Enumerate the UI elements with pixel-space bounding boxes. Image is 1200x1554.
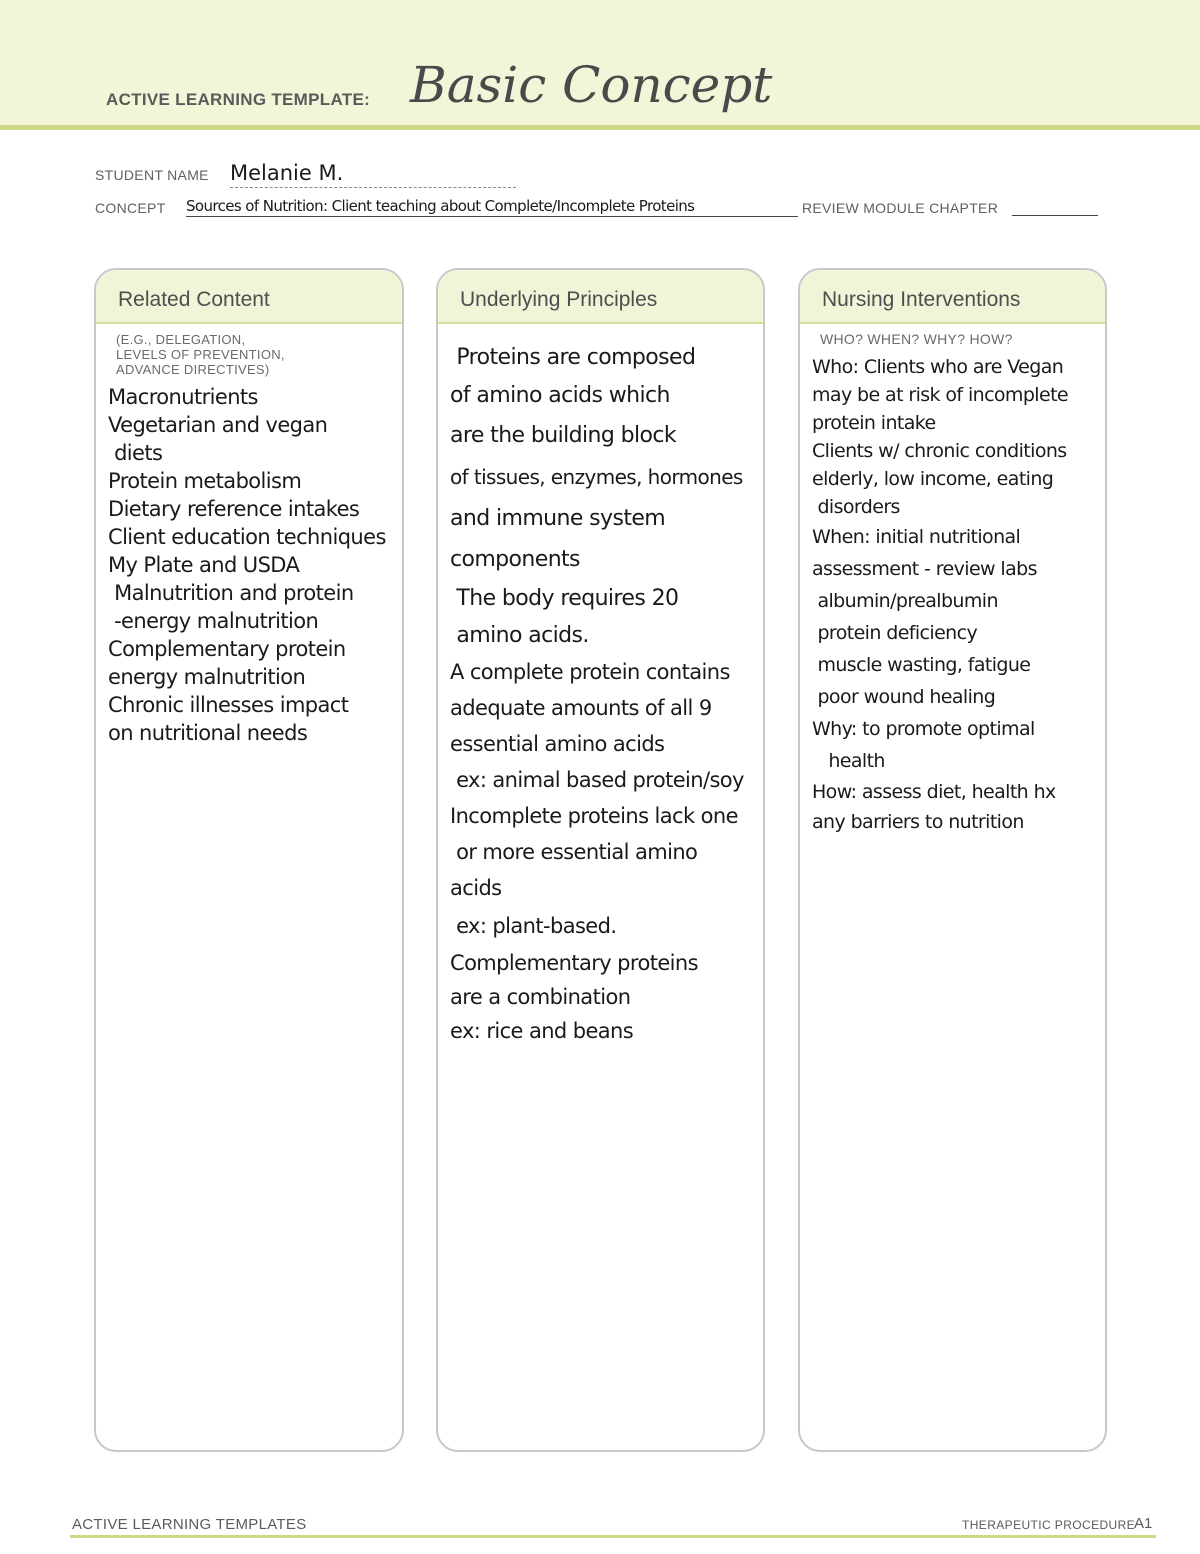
handwritten-line: A complete protein contains [450, 660, 730, 684]
handwritten-line: energy malnutrition [108, 665, 306, 689]
handwritten-line: diets [108, 441, 163, 465]
handwritten-line: of amino acids which [450, 383, 670, 408]
student-name-value[interactable]: Melanie M. [230, 161, 516, 188]
nursing-interventions-header [800, 270, 1105, 324]
concept-value[interactable]: Sources of Nutrition: Client teaching about Complete/Incomplete Proteins [186, 197, 798, 217]
related-content-panel [94, 268, 404, 1452]
footer-page-code: A1 [1134, 1515, 1153, 1532]
handwritten-line: ex: rice and beans [450, 1019, 634, 1043]
handwritten-line: -energy malnutrition [108, 609, 319, 633]
underlying-principles-header [438, 270, 763, 324]
handwritten-line: Dietary reference intakes [108, 497, 360, 521]
handwritten-line: ex: animal based protein/soy [450, 768, 744, 792]
footer-rule [70, 1535, 1156, 1538]
header-rule [0, 125, 1200, 130]
handwritten-line: adequate amounts of all 9 [450, 696, 712, 720]
handwritten-line: elderly, low income, eating [812, 468, 1054, 490]
handwritten-line: How: assess diet, health hx [812, 781, 1056, 803]
handwritten-line: The body requires 20 [450, 586, 679, 611]
handwritten-line: essential amino acids [450, 732, 665, 756]
handwritten-line: poor wound healing [812, 686, 996, 708]
handwritten-line: health [812, 750, 885, 772]
handwritten-line: Clients w/ chronic conditions [812, 440, 1067, 462]
related-content-subtitle: ADVANCE DIRECTIVES) [116, 362, 270, 377]
nursing-interventions-subtitle: WHO? WHEN? WHY? HOW? [820, 331, 1013, 347]
review-module-label: REVIEW MODULE CHAPTER [802, 200, 999, 216]
handwritten-line: or more essential amino acids [450, 840, 704, 900]
handwritten-line: protein deficiency [812, 622, 978, 644]
handwritten-line: are a combination [450, 985, 631, 1009]
nursing-interventions-panel [798, 268, 1107, 1452]
related-content-title: Related Content [118, 288, 270, 311]
handwritten-line: are the building block [450, 423, 676, 448]
handwritten-line: assessment - review labs [812, 558, 1037, 580]
related-content-subtitle: (E.G., DELEGATION, [116, 332, 246, 347]
handwritten-line: Complementary proteins [450, 951, 698, 975]
handwritten-line: components [450, 547, 580, 572]
handwritten-line: any barriers to nutrition [812, 811, 1024, 833]
handwritten-line: and immune system [450, 506, 666, 531]
handwritten-line: Malnutrition and protein [108, 581, 354, 605]
footer-category: THERAPEUTIC PROCEDURE [962, 1518, 1136, 1532]
underlying-principles-title: Underlying Principles [460, 288, 658, 311]
footer-series-title: ACTIVE LEARNING TEMPLATES [72, 1516, 307, 1533]
handwritten-line: protein intake [812, 412, 936, 434]
underlying-principles-panel [436, 268, 765, 1452]
handwritten-line: Client education techniques [108, 525, 386, 549]
handwritten-line: of tissues, enzymes, hormones [450, 465, 743, 489]
handwritten-line: Protein metabolism [108, 469, 302, 493]
template-title: Basic Concept [410, 56, 773, 114]
concept-label: CONCEPT [95, 200, 166, 216]
nursing-interventions-title: Nursing Interventions [822, 288, 1021, 311]
related-content-subtitle: LEVELS OF PREVENTION, [116, 347, 285, 362]
handwritten-line: on nutritional needs [108, 721, 308, 745]
handwritten-line: muscle wasting, fatigue [812, 654, 1031, 676]
handwritten-line: Proteins are composed [450, 345, 696, 370]
student-name-label: STUDENT NAME [95, 167, 209, 183]
handwritten-line: disorders [812, 496, 900, 518]
review-module-chapter-field[interactable] [1012, 215, 1098, 216]
handwritten-line: Vegetarian and vegan [108, 413, 328, 437]
handwritten-line: Macronutrients [108, 385, 258, 409]
handwritten-line: Complementary protein [108, 637, 346, 661]
handwritten-line: albumin/prealbumin [812, 590, 998, 612]
handwritten-line: amino acids. [450, 623, 589, 648]
handwritten-line: Chronic illnesses impact [108, 693, 349, 717]
handwritten-line: When: initial nutritional [812, 526, 1021, 548]
handwritten-line: Why: to promote optimal [812, 718, 1035, 740]
template-label: ACTIVE LEARNING TEMPLATE: [106, 90, 371, 109]
underlying-principles-body[interactable] [438, 324, 763, 1048]
related-content-body[interactable] [96, 324, 402, 747]
handwritten-line: Incomplete proteins lack one [450, 804, 738, 828]
related-content-header [96, 270, 402, 324]
handwritten-line: may be at risk of incomplete [812, 384, 1069, 406]
handwritten-line: Who: Clients who are Vegan [812, 356, 1064, 378]
nursing-interventions-body[interactable] [800, 324, 1105, 837]
handwritten-line: My Plate and USDA [108, 553, 300, 577]
handwritten-line: ex: plant-based. [450, 914, 617, 938]
